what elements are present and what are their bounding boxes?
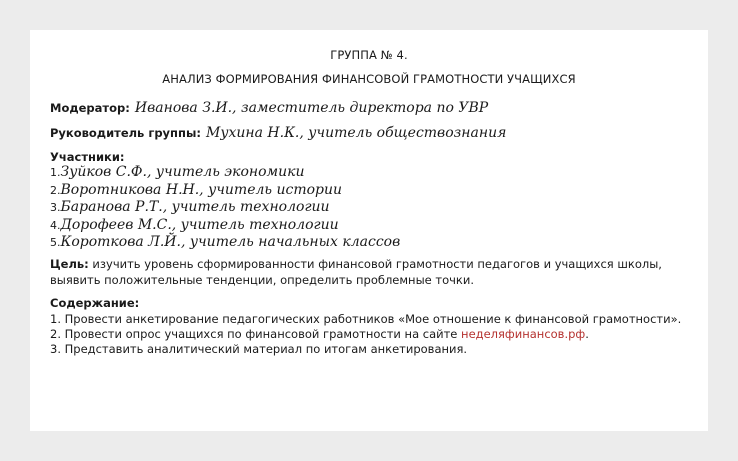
goal-paragraph: [50, 256, 688, 288]
participant-text: Дорофеев М.С., учитель технологии: [60, 216, 339, 233]
participants-section: [50, 151, 688, 251]
participant-number: 2.: [50, 183, 61, 197]
content-item: [50, 312, 688, 327]
leader-value: Мухина Н.К., учитель обществознания: [206, 125, 507, 141]
goal-text: изучить уровень сформированности финансовой грамотности педагогов и учащихся школы, выявить положительные тенденции, определить проблемные точки.: [50, 256, 662, 287]
moderator-label: Модератор:: [50, 101, 130, 115]
participants-label: Участники:: [50, 150, 125, 164]
page-title: АНАЛИЗ ФОРМИРОВАНИЯ ФИНАНСОВОЙ ГРАМОТНОСТИ УЧАЩИХСЯ: [162, 72, 576, 86]
participant-number: 3.: [50, 201, 61, 214]
participant-item: [50, 233, 688, 251]
participant-number: 1.: [50, 166, 61, 179]
document-sheet: [30, 30, 708, 431]
participants-list: [50, 163, 688, 251]
participant-item: [50, 163, 688, 181]
participant-text: Баранова Р.Т., учитель технологии: [60, 199, 330, 215]
content-item: [50, 342, 688, 357]
group-number: ГРУППА № 4.: [330, 48, 408, 62]
participant-text: Зуйков С.Ф., учитель экономики: [60, 164, 305, 180]
content-label: Содержание:: [50, 295, 140, 310]
moderator-line: [50, 98, 688, 117]
participant-text: Воротникова Н.Н., учитель истории: [60, 181, 343, 198]
participant-item: [50, 181, 688, 199]
content-item-text: 2. Провести опрос учащихся по финансовой грамотности на сайте: [50, 326, 462, 341]
content-item: [50, 327, 688, 342]
leader-label: Руководитель группы:: [50, 126, 201, 140]
participant-number: 5.: [50, 236, 61, 249]
site-link[interactable]: неделяфинансов.рф: [461, 326, 586, 341]
participant-item: [50, 198, 688, 216]
content-section: [50, 296, 688, 357]
goal-label: Цель:: [50, 256, 89, 271]
participant-text: Короткова Л.Й., учитель начальных классов: [60, 234, 401, 250]
content-item-suffix: .: [585, 326, 589, 341]
content-item-text: 3. Представить аналитический материал по итогам анкетирования.: [50, 341, 468, 356]
participant-item: [50, 216, 688, 234]
participant-number: 4.: [50, 218, 61, 232]
leader-line: [50, 123, 688, 142]
moderator-value: Иванова З.И., заместитель директора по УВР: [134, 100, 489, 116]
content-list: [50, 312, 688, 357]
content-item-text: 1. Провести анкетирование педагогических работников «Мое отношение к финансовой грамотности».: [50, 311, 682, 326]
